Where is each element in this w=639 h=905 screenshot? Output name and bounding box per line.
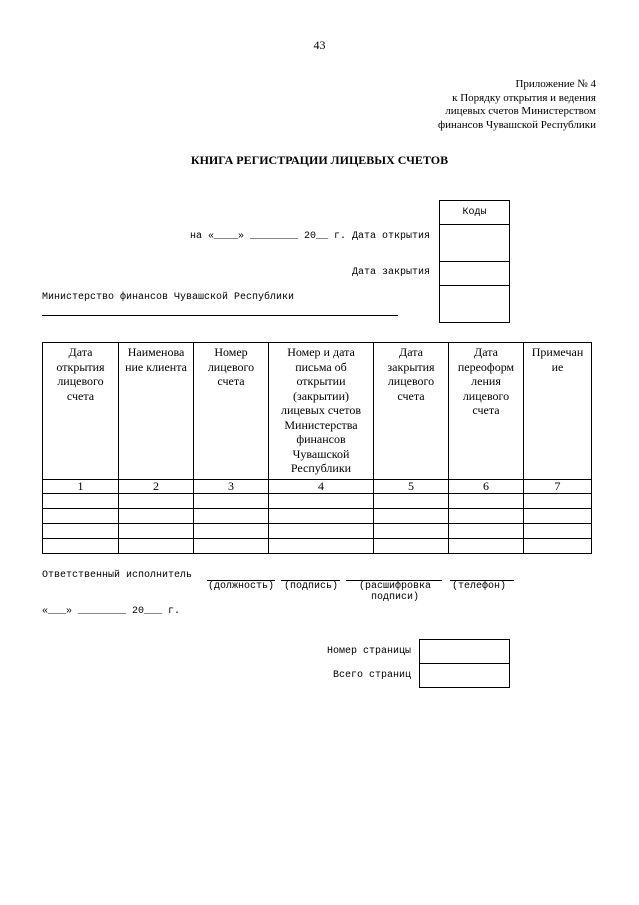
responsible-executor-label: Ответственный исполнитель <box>42 570 193 581</box>
table-cell[interactable] <box>449 494 524 509</box>
header-account-number: Номер лицевого счета <box>194 343 269 480</box>
table-cell[interactable] <box>269 539 374 554</box>
signature-date-line: «___» ________ 20___ г. <box>42 606 181 617</box>
appendix-line: лицевых счетов Министерством <box>445 105 596 117</box>
table-cell[interactable] <box>194 494 269 509</box>
phone-caption: (телефон) <box>451 581 506 592</box>
table-cell[interactable] <box>524 539 592 554</box>
register-table <box>42 342 592 554</box>
table-header-row <box>43 343 592 480</box>
table-cell[interactable] <box>119 509 194 524</box>
position-caption: (должность) <box>207 581 274 592</box>
header-note: Примечан ие <box>524 343 592 480</box>
codes-header-cell: Коды <box>439 200 510 225</box>
appendix-line: к Порядку открытия и ведения <box>452 91 596 104</box>
column-number: 7 <box>524 480 592 494</box>
ministry-code-field[interactable] <box>439 285 510 323</box>
open-date-code-field[interactable] <box>439 224 510 262</box>
ministry-underline <box>42 315 398 316</box>
table-cell[interactable] <box>119 494 194 509</box>
table-row <box>43 494 592 509</box>
table-cell[interactable] <box>43 494 119 509</box>
table-cell[interactable] <box>374 524 449 539</box>
table-row <box>43 539 592 554</box>
page-number: 43 <box>313 38 326 52</box>
column-number: 6 <box>449 480 524 494</box>
column-number: 1 <box>43 480 119 494</box>
header-client-name: Наименова ние клиента <box>119 343 194 480</box>
column-number-row <box>43 480 592 494</box>
table-cell[interactable] <box>119 539 194 554</box>
table-row <box>43 509 592 524</box>
column-number: 5 <box>374 480 449 494</box>
table-cell[interactable] <box>43 524 119 539</box>
header-letter-number-date: Номер и дата письма об открытии (закрытии) лицевых счетов Министерства финансов Чувашской Республики <box>269 343 374 480</box>
table-cell[interactable] <box>194 509 269 524</box>
ministry-name: Министерство финансов Чувашской Республики <box>42 292 295 303</box>
close-date-code-field[interactable] <box>439 261 510 286</box>
column-number: 4 <box>269 480 374 494</box>
table-cell[interactable] <box>524 524 592 539</box>
table-cell[interactable] <box>269 524 374 539</box>
column-number: 2 <box>119 480 194 494</box>
table-cell[interactable] <box>449 539 524 554</box>
table-cell[interactable] <box>269 509 374 524</box>
signature-caption: (подпись) <box>283 581 338 592</box>
table-cell[interactable] <box>449 524 524 539</box>
header-open-date: Дата открытия лицевого счета <box>43 343 119 480</box>
table-cell[interactable] <box>119 524 194 539</box>
page-number-label: Номер страницы <box>326 646 411 657</box>
decode-caption: (расшифровка подписи) <box>358 581 431 603</box>
table-cell[interactable] <box>524 494 592 509</box>
page-number-field[interactable] <box>419 639 510 664</box>
table-cell[interactable] <box>194 539 269 554</box>
table-cell[interactable] <box>374 539 449 554</box>
appendix-line: Приложение № 4 <box>515 78 596 90</box>
column-number: 3 <box>194 480 269 494</box>
header-close-date: Дата закрытия лицевого счета <box>374 343 449 480</box>
table-cell[interactable] <box>374 509 449 524</box>
table-cell[interactable] <box>194 524 269 539</box>
appendix-note <box>438 78 596 132</box>
table-cell[interactable] <box>269 494 374 509</box>
table-cell[interactable] <box>524 509 592 524</box>
table-cell[interactable] <box>43 539 119 554</box>
appendix-line: финансов Чувашской Республики <box>437 118 596 131</box>
table-cell[interactable] <box>43 509 119 524</box>
table-cell[interactable] <box>449 509 524 524</box>
document-title: КНИГА РЕГИСТРАЦИИ ЛИЦЕВЫХ СЧЕТОВ <box>190 153 449 167</box>
header-reissue-date: Дата переоформ ления лицевого счета <box>449 343 524 480</box>
table-row <box>43 524 592 539</box>
close-date-label: Дата закрытия <box>351 267 430 278</box>
total-pages-label: Всего страниц <box>332 670 411 681</box>
open-date-line: на «____» ________ 20__ г. Дата открытия <box>189 231 430 242</box>
table-cell[interactable] <box>374 494 449 509</box>
total-pages-field[interactable] <box>419 663 510 688</box>
